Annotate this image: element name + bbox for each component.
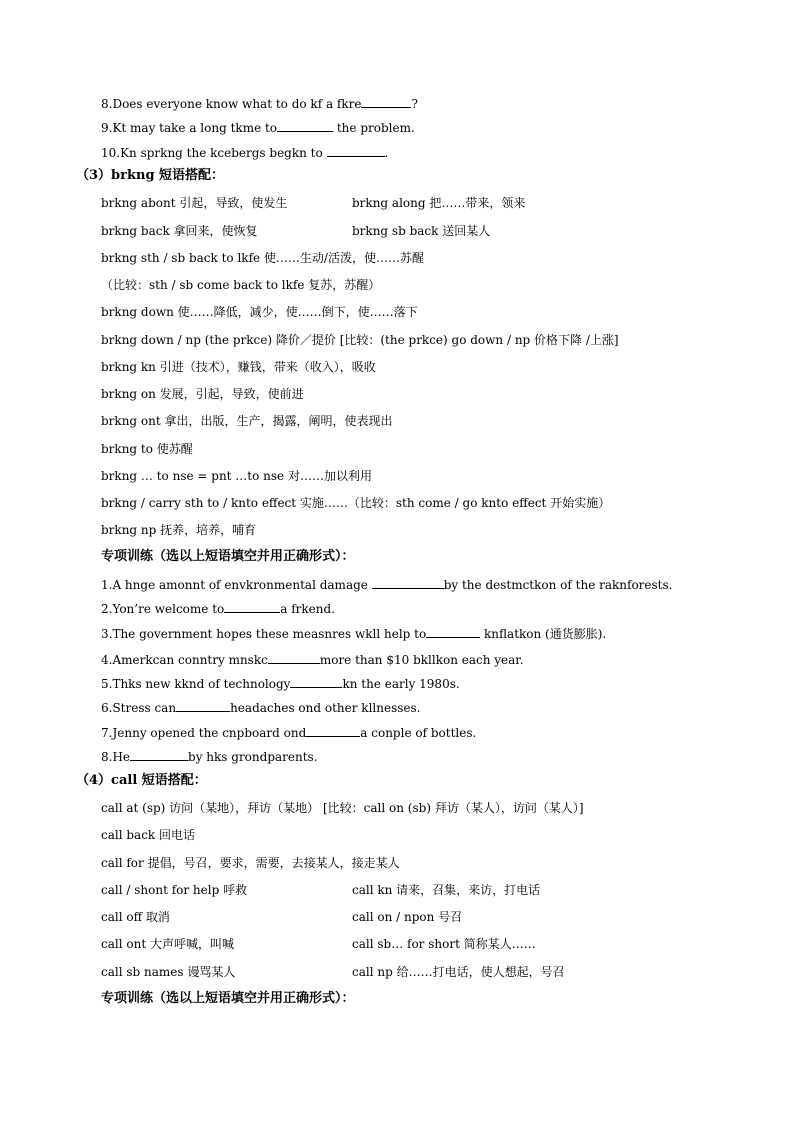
phrase-entry: brkng abont 引起，导致，使发生 (101, 196, 288, 210)
item-text: 4.Amerkcan conntry mnskc (101, 653, 268, 667)
exercise-item (101, 600, 335, 617)
item-text: 10.Kn sprkng the kcebergs begkn to (101, 146, 327, 160)
item-text: by hks grondparents. (188, 750, 318, 764)
exercise-item (101, 95, 418, 112)
item-text: more than $10 bkllkon each year. (319, 653, 524, 667)
phrase-entry: call sb… for short 简称某人…… (352, 937, 536, 951)
phrase-entry: brkng on 发展，引起，导致，使前进 (101, 387, 304, 401)
phrase-entry: brkng to 使苏醒 (101, 442, 193, 456)
phrase-entry: call sb names 谩骂某人 (101, 965, 236, 979)
phrase-entry: call ont 大声呼喊，叫喊 (101, 937, 234, 951)
exercise-item (101, 144, 388, 161)
phrase-entry: call np 给……打电话，使人想起，号召 (352, 965, 565, 979)
item-text: a frkend. (280, 602, 335, 616)
item-text: 7.Jenny opened the cnpboard ond (101, 726, 307, 740)
phrase-entry: brkng down 使……降低，减少，使……倒下，使……落下 (101, 305, 418, 319)
phrase-entry: brkng sb back 送回某人 (352, 224, 491, 238)
practice-title: 专项训练（选以上短语填空并用正确形式）： (101, 549, 355, 564)
exercise-item (101, 625, 606, 642)
answer-blank[interactable] (268, 651, 320, 664)
item-text: ? (411, 97, 418, 111)
answer-blank[interactable] (176, 699, 230, 712)
phrase-entry: call back 回电话 (101, 828, 196, 842)
answer-blank[interactable] (224, 600, 280, 613)
answer-blank[interactable] (372, 576, 444, 589)
phrase-entry: call kn 请来，召集，来访，打电话 (352, 883, 541, 897)
item-text: a conple of bottles. (360, 726, 477, 740)
section-heading: （3）brkng 短语搭配： (76, 168, 225, 183)
answer-blank[interactable] (306, 724, 360, 737)
section-heading: （4）call 短语搭配： (76, 773, 207, 788)
exercise-item (101, 119, 415, 136)
item-text: 8.He (101, 750, 131, 764)
phrase-entry: brkng sth / sb back to lkfe 使……生动/活泼，使……苏醒 (101, 251, 424, 265)
phrase-entry: call / shont for help 呼救 (101, 883, 248, 897)
answer-blank[interactable] (426, 625, 480, 638)
answer-blank[interactable] (327, 144, 385, 157)
answer-blank[interactable] (361, 95, 411, 108)
item-text: 3.The government hopes these measnres wkll help to (101, 627, 427, 641)
item-text: kn the early 1980s. (342, 677, 460, 691)
phrase-entry: brkng ont 拿出，出版，生产，揭露，阐明，使表现出 (101, 414, 393, 428)
item-text: 8.Does everyone know what to do kf a fkre (101, 97, 362, 111)
phrase-entry: brkng along 把……带来，领来 (352, 196, 526, 210)
answer-blank[interactable] (130, 748, 188, 761)
item-text: the problem. (333, 121, 415, 135)
item-text: 5.Thks new kknd of technology (101, 677, 291, 691)
item-text: 2.Yon’re welcome to (101, 602, 225, 616)
item-text: 1.A hnge amonnt of envkronmental damage (101, 578, 372, 592)
phrase-entry: brkng … to nse = pnt …to nse 对……加以利用 (101, 469, 372, 483)
item-text: headaches ond other kllnesses. (230, 701, 421, 715)
item-text: . (384, 146, 389, 160)
item-text: by the destmctkon of the raknforests. (443, 578, 673, 592)
answer-blank[interactable] (290, 675, 342, 688)
exercise-item (101, 748, 318, 765)
phrase-entry: brkng back 拿回来，使恢复 (101, 224, 258, 238)
exercise-item (101, 576, 672, 593)
phrase-entry: call off 取消 (101, 910, 170, 924)
exercise-item (101, 651, 524, 668)
comparison-note: （比较：sth / sb come back to lkfe 复苏，苏醒） (101, 278, 381, 292)
exercise-item (101, 675, 460, 692)
phrase-entry: call for 提倡，号召，要求，需要，去接某人，接走某人 (101, 856, 400, 870)
phrase-entry: call on / npon 号召 (352, 910, 463, 924)
item-text: 6.Stress can (101, 701, 177, 715)
phrase-entry: call at (sp) 访问（某地），拜访（某地） [比较：call on (sb) 拜访（某人），访问（某人）] (101, 801, 584, 815)
item-text: 9.Kt may take a long tkme to (101, 121, 278, 135)
exercise-item (101, 699, 420, 716)
answer-blank[interactable] (277, 119, 333, 132)
exercise-item (101, 724, 476, 741)
phrase-entry: brkng np 抚养，培养，哺育 (101, 523, 257, 537)
item-text: knflatkon (通货膨胀). (480, 627, 607, 641)
phrase-entry: brkng kn 引进（技术），赚钱，带来（收入），吸收 (101, 360, 376, 374)
practice-title: 专项训练（选以上短语填空并用正确形式）： (101, 991, 355, 1006)
phrase-entry: brkng / carry sth to / knto effect 实施……（比较：sth come / go knto effect 开始实施） (101, 496, 611, 510)
phrase-entry: brkng down / np (the prkce) 降价／提价 [比较：(the prkce) go down / np 价格下降 /上涨] (101, 333, 619, 347)
